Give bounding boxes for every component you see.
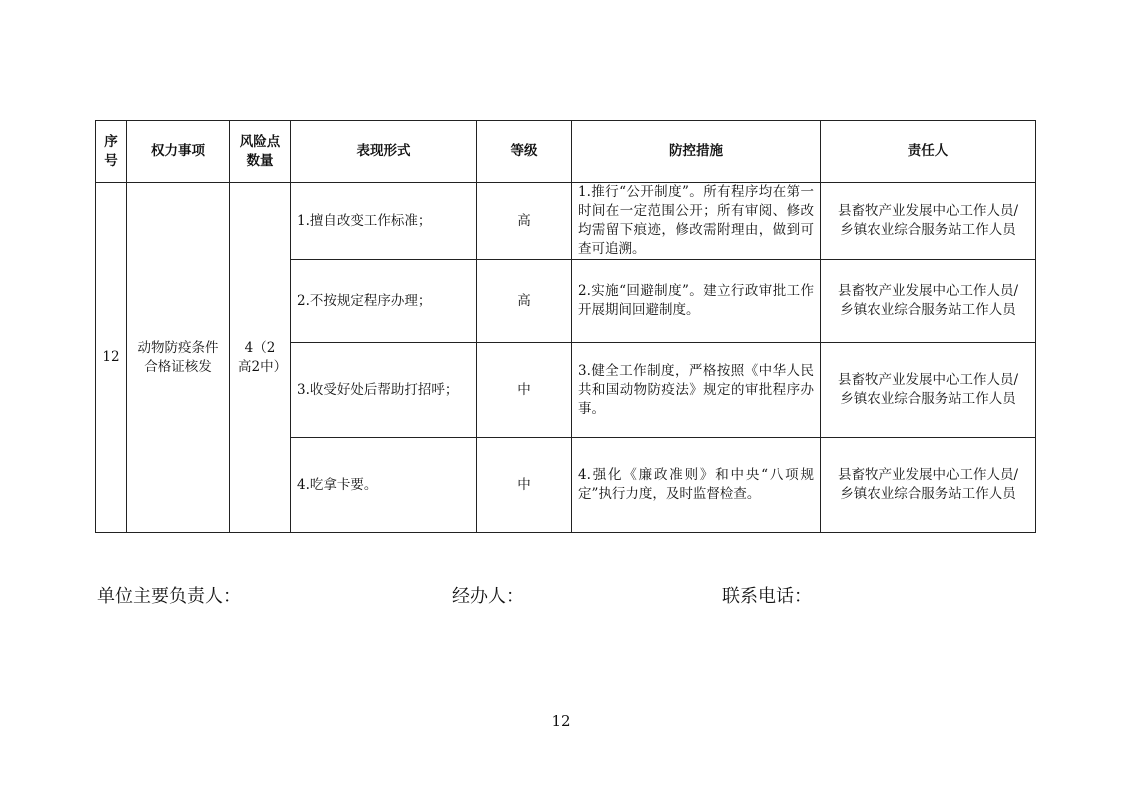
level-cell: 高 bbox=[477, 183, 572, 260]
form-cell: 1.擅自改变工作标准； bbox=[291, 183, 477, 260]
handler-label: 经办人： bbox=[452, 586, 524, 607]
phone-label: 联系电话： bbox=[722, 586, 812, 607]
header-power-item: 权力事项 bbox=[127, 121, 230, 183]
level-cell: 中 bbox=[477, 438, 572, 533]
responsible-cell: 县畜牧产业发展中心工作人员/乡镇农业综合服务站工作人员 bbox=[821, 438, 1036, 533]
level-cell: 中 bbox=[477, 343, 572, 438]
table-row bbox=[96, 183, 1036, 260]
measure-cell: 1.推行“公开制度”。所有程序均在第一时间在一定范围公开；所有审阅、修改均需留下痕迹，修改需附理由，做到可查可追溯。 bbox=[572, 183, 821, 260]
page-number: 12 bbox=[551, 712, 571, 730]
risk-control-table bbox=[95, 120, 1036, 533]
form-cell: 3.收受好处后帮助打招呼； bbox=[291, 343, 477, 438]
table-header-row bbox=[96, 121, 1036, 183]
measure-cell: 2.实施“回避制度”。建立行政审批工作开展期间回避制度。 bbox=[572, 260, 821, 343]
power-item-cell: 动物防疫条件合格证核发 bbox=[127, 183, 230, 533]
header-risk-count: 风险点数量 bbox=[230, 121, 291, 183]
unit-head-label: 单位主要负责人： bbox=[97, 586, 241, 607]
responsible-cell: 县畜牧产业发展中心工作人员/乡镇农业综合服务站工作人员 bbox=[821, 260, 1036, 343]
responsible-cell: 县畜牧产业发展中心工作人员/乡镇农业综合服务站工作人员 bbox=[821, 343, 1036, 438]
header-form: 表现形式 bbox=[291, 121, 477, 183]
seq-cell: 12 bbox=[96, 183, 127, 533]
header-level: 等级 bbox=[477, 121, 572, 183]
header-seq: 序号 bbox=[96, 121, 127, 183]
level-cell: 高 bbox=[477, 260, 572, 343]
form-cell: 4.吃拿卡要。 bbox=[291, 438, 477, 533]
responsible-cell: 县畜牧产业发展中心工作人员/乡镇农业综合服务站工作人员 bbox=[821, 183, 1036, 260]
measure-cell: 4.强化《廉政准则》和中央“八项规定”执行力度，及时监督检查。 bbox=[572, 438, 821, 533]
header-measures: 防控措施 bbox=[572, 121, 821, 183]
header-responsible: 责任人 bbox=[821, 121, 1036, 183]
risk-count-cell: 4（2高2中） bbox=[230, 183, 291, 533]
form-cell: 2.不按规定程序办理； bbox=[291, 260, 477, 343]
measure-cell: 3.健全工作制度，严格按照《中华人民共和国动物防疫法》规定的审批程序办事。 bbox=[572, 343, 821, 438]
